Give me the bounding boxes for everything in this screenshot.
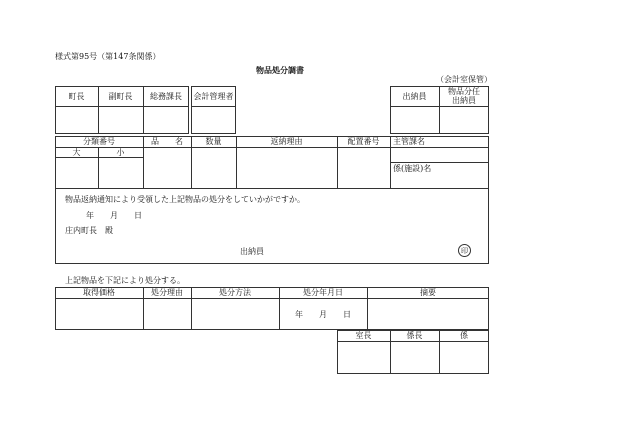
item-name-header: 品 名 [151,137,183,146]
classification-header: 分類番号 [83,137,115,146]
disposal-reason-header: 処分理由 [151,288,183,297]
goods-officer-label-1: 物品分任 [448,87,480,96]
disposal-date-header: 処分年月日 [303,288,343,297]
disposal-date-value: 年 月 日 [295,310,351,319]
notice-date: 年 月 日 [86,211,142,220]
form-title: 物品処分調書 [256,65,304,75]
town-head-label: 町長 [68,92,85,101]
chief-label: 係長 [406,331,423,340]
staff-facility-label: 係(施設)名 [393,164,432,173]
large-header: 大 [72,148,81,157]
disposal-intro: 上記物品を下記により処分する。 [65,276,185,285]
manager-section-label: 主管課名 [393,137,425,146]
disposal-method-header: 処分方法 [219,288,251,297]
cashier-label: 出納員 [402,92,427,101]
accounting-manager-label: 会計管理者 [193,92,234,101]
acquisition-price-header: 取得価格 [83,288,115,297]
notice-cashier: 出納員 [240,247,264,256]
small-header: 小 [116,148,125,157]
department-note: （会計室保管） [436,75,492,84]
summary-header: 摘要 [420,288,436,297]
seal-mark: 印 [458,244,471,257]
deputy-label: 副町長 [108,92,133,101]
quantity-header: 数量 [205,137,222,146]
office-head-label: 室長 [355,331,372,340]
goods-officer-label-2: 出納員 [452,96,476,105]
allocation-no-header: 配置番号 [347,137,380,146]
return-reason-header: 返納理由 [270,137,303,146]
form-number: 様式第95号（第147条関係） [55,52,161,61]
notice-text: 物品返納通知により受領した上記物品の処分をしていかがですか。 [65,195,305,204]
notice-addressee: 庄内町長 殿 [65,226,113,235]
general-affairs-chief-label: 総務課長 [150,92,182,101]
staff-label: 係 [460,331,468,340]
